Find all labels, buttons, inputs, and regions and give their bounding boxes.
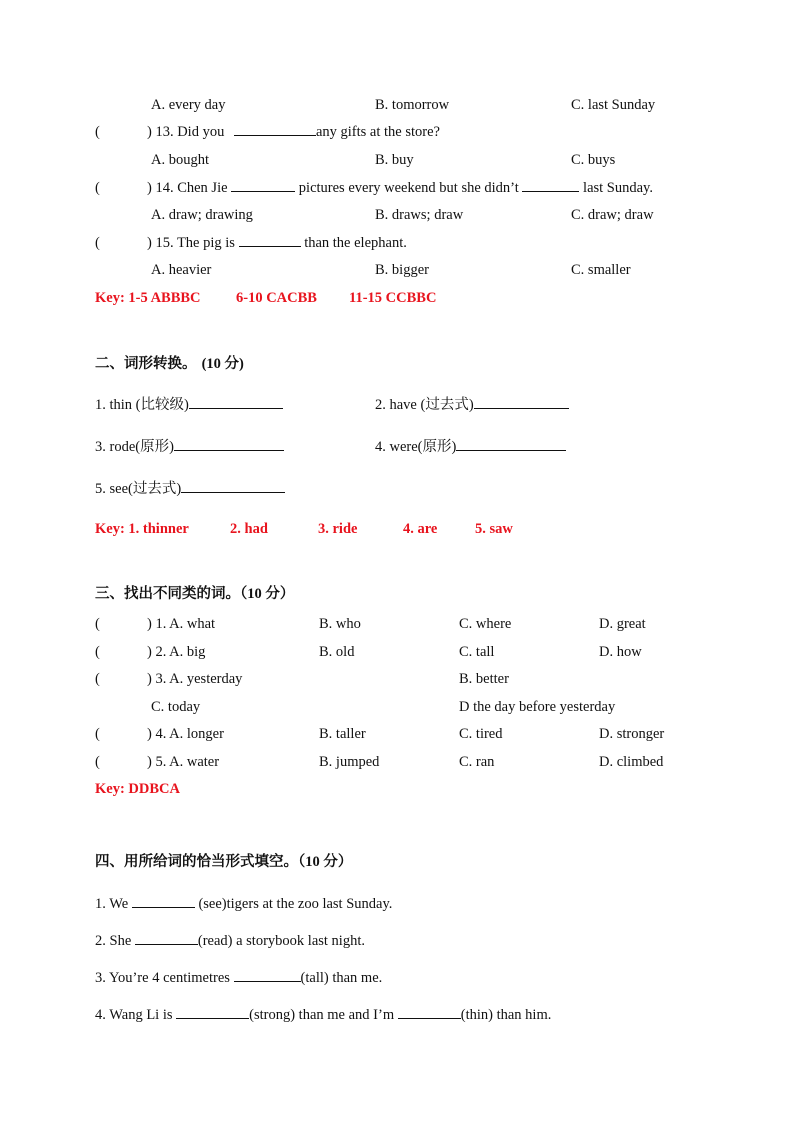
part3-heading-text: 三、找出不同类的词。（ <box>95 586 248 602</box>
q13-question <box>147 123 440 141</box>
part2-key-4: 4. are <box>403 521 438 537</box>
q13-text-before: ) 13. Did you <box>147 124 228 140</box>
part2-item-2 <box>375 396 569 414</box>
q15-blank <box>239 234 301 247</box>
part4-heading-score: 10 分 <box>305 854 338 870</box>
part3-row-3-d: D the day before yesterday <box>459 699 616 715</box>
q14-answer-paren: ( <box>95 180 100 196</box>
part2-item-4-text: 4. were(原形) <box>375 439 457 455</box>
q12-option-a: A. every day <box>151 97 226 113</box>
q15-option-b: B. bigger <box>375 262 429 278</box>
q15-option-a: A. heavier <box>151 262 212 278</box>
part4-s2-blank <box>135 932 198 945</box>
part3-heading <box>95 585 294 603</box>
part4-heading-close: ） <box>337 854 353 870</box>
part2-heading-score: (10 分) <box>201 356 244 372</box>
part2-item-1-text: 1. thin (比较级) <box>95 397 189 413</box>
part2-heading <box>95 355 244 373</box>
part4-sentence-4 <box>95 1006 551 1024</box>
part3-row-1-d: D. great <box>599 616 646 632</box>
part3-row-1-a: ) 1. A. what <box>147 616 216 632</box>
q15-option-c: C. smaller <box>571 262 631 278</box>
part3-row-4-c: C. tired <box>459 726 503 742</box>
part4-s2-before: 2. She <box>95 933 135 949</box>
q15-answer-paren: ( <box>95 235 100 251</box>
q14-option-c: C. draw; draw <box>571 207 654 223</box>
q14-text-before: ) 14. Chen Jie <box>147 180 232 196</box>
part3-row-4-a: ) 4. A. longer <box>147 726 224 742</box>
part2-item-5-text: 5. see(过去式) <box>95 481 182 497</box>
q12-option-b: B. tomorrow <box>375 97 450 113</box>
q15-text-before: ) 15. The pig is <box>147 235 239 251</box>
part2-item-3 <box>95 438 284 456</box>
part2-item-5 <box>95 480 285 498</box>
part4-s1-after: (see)tigers at the zoo last Sunday. <box>194 896 393 912</box>
part3-row-4-d: D. stronger <box>599 726 665 742</box>
part4-sentence-2 <box>95 932 365 950</box>
q13-option-b: B. buy <box>375 152 414 168</box>
part2-item-3-text: 3. rode(原形) <box>95 439 174 455</box>
part3-row-5-paren: ( <box>95 754 100 770</box>
part3-row-5-c: C. ran <box>459 754 495 770</box>
part3-row-1-paren: ( <box>95 616 100 632</box>
part3-row-4-paren: ( <box>95 726 100 742</box>
part2-item-4 <box>375 438 566 456</box>
part3-row-2-d: D. how <box>599 644 642 660</box>
part3-row-2-paren: ( <box>95 644 100 660</box>
part4-s3-before: 3. You’re 4 centimetres <box>95 970 234 986</box>
part4-sentence-1 <box>95 895 392 913</box>
part4-s3-after: (tall) than me. <box>300 970 383 986</box>
part3-row-5-d: D. climbed <box>599 754 664 770</box>
part4-s1-before: 1. We <box>95 896 132 912</box>
part4-s4-mid: (strong) than me and I’m <box>249 1007 398 1023</box>
part3-row-5-a: ) 5. A. water <box>147 754 220 770</box>
part2-key-3: 3. ride <box>318 521 358 537</box>
q15-question <box>147 234 407 252</box>
part4-s4-after: (thin) than him. <box>460 1007 552 1023</box>
part3-row-2-c: C. tall <box>459 644 495 660</box>
part1-answer-key-3: 11-15 CCBBC <box>349 290 437 306</box>
part3-row-3-paren: ( <box>95 671 100 687</box>
part2-item-2-blank <box>474 396 569 409</box>
q15-text-after: than the elephant. <box>300 235 407 251</box>
part2-item-3-blank <box>174 438 284 451</box>
part2-item-2-text: 2. have (过去式) <box>375 397 474 413</box>
part4-s3-blank <box>234 969 301 982</box>
part4-s4-blank-1 <box>176 1006 249 1019</box>
part3-row-3-c: C. today <box>151 699 201 715</box>
part3-row-1-c: C. where <box>459 616 512 632</box>
part4-s4-blank-2 <box>398 1006 461 1019</box>
part3-heading-close: ） <box>279 586 295 602</box>
part2-item-5-blank <box>181 480 285 493</box>
part3-answer-key: Key: DDBCA <box>95 781 180 797</box>
q14-text-mid: pictures every weekend but she didn’t <box>295 180 523 196</box>
part3-row-3-b: B. better <box>459 671 509 687</box>
part2-item-4-blank <box>456 438 566 451</box>
q13-option-a: A. bought <box>151 152 209 168</box>
part4-heading-text: 四、用所给词的恰当形式填空。（ <box>95 854 306 870</box>
part3-row-3-a: ) 3. A. yesterday <box>147 671 243 687</box>
q13-answer-paren: ( <box>95 124 100 140</box>
q13-text-after: any gifts at the store? <box>315 124 440 140</box>
q14-blank-2 <box>522 179 579 192</box>
part2-key-1: Key: 1. thinner <box>95 521 189 537</box>
part3-row-4-b: B. taller <box>319 726 366 742</box>
part2-heading-text: 二、词形转换。 <box>95 356 197 372</box>
part3-row-1-b: B. who <box>319 616 361 632</box>
part3-row-2-a: ) 2. A. big <box>147 644 206 660</box>
part4-sentence-3 <box>95 969 382 987</box>
part4-s1-blank <box>132 895 195 908</box>
part1-answer-key-2: 6-10 CACBB <box>236 290 317 306</box>
q14-question <box>147 179 653 197</box>
part4-s4-before: 4. Wang Li is <box>95 1007 177 1023</box>
part1-answer-key-1: Key: 1-5 ABBBC <box>95 290 201 306</box>
part2-item-1 <box>95 396 283 414</box>
q13-blank <box>234 123 316 136</box>
part2-key-5: 5. saw <box>475 521 513 537</box>
q12-option-c: C. last Sunday <box>571 97 656 113</box>
part3-row-2-b: B. old <box>319 644 355 660</box>
q14-option-a: A. draw; drawing <box>151 207 253 223</box>
part4-s2-after: (read) a storybook last night. <box>197 933 365 949</box>
part4-heading <box>95 853 352 871</box>
part3-heading-score: 10 分 <box>247 586 280 602</box>
part2-key-2: 2. had <box>230 521 268 537</box>
q14-blank-1 <box>231 179 295 192</box>
q13-option-c: C. buys <box>571 152 616 168</box>
part3-row-5-b: B. jumped <box>319 754 380 770</box>
q14-option-b: B. draws; draw <box>375 207 464 223</box>
q14-text-after: last Sunday. <box>579 180 653 196</box>
part2-item-1-blank <box>189 396 283 409</box>
